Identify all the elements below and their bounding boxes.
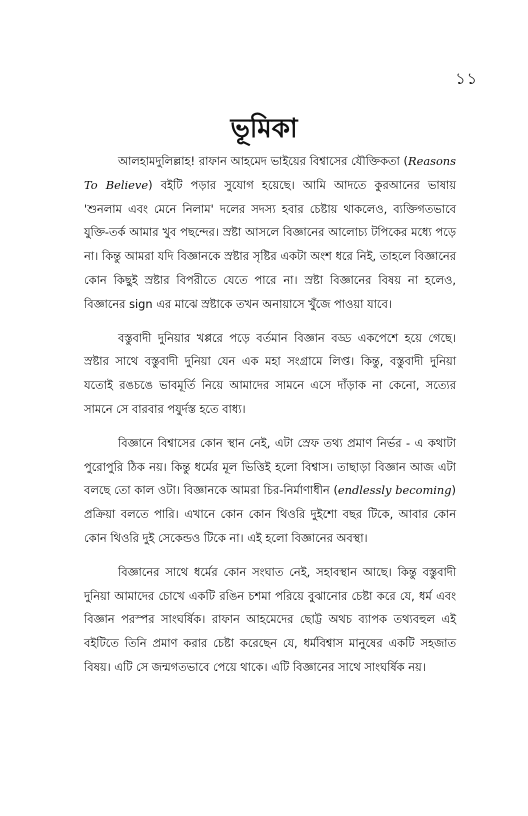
paragraph-3 bbox=[84, 432, 456, 551]
page-number: ১১ bbox=[455, 69, 478, 88]
paragraph-1-text-a: আলহামদুলিল্লাহ! রাফান আহমেদ ভাইয়ের বিশ্বাসের যৌক্তিকতা ( bbox=[118, 154, 408, 168]
paragraph-1-english-term: Reasons To Believe bbox=[84, 154, 456, 192]
paragraph-2 bbox=[84, 327, 456, 422]
paragraph-3-text-c: ) প্রক্রিয়া বলতে পারি। এখানে কোন কোন থিওরি দুইশো বছর টিকে, আবার কোন কোন থিওরি দুই সেকেন্ডও টিকে না। এই হলো বিজ্ঞানের অবস্থা। bbox=[84, 483, 456, 545]
body-text bbox=[84, 150, 456, 690]
paragraph-4 bbox=[84, 561, 456, 680]
page-title: ভূমিকা bbox=[230, 114, 298, 144]
paragraph-3-english-term: endlessly becoming bbox=[337, 483, 452, 498]
paragraph-2-text: বস্তুবাদী দুনিয়ার খপ্পরে পড়ে বর্তমান বিজ্ঞান বড্ড একপেশে হয়ে গেছে। স্রষ্টার সাথে বস্তুবাদী দুনিয়া যেন এক মহা সংগ্রামে লিপ্ত। কিন্তু, বস্তুবাদী দুনিয়া যতোই রঙচঙে ভাবমূর্তি নিয়ে আমাদের সামনে এসে দাঁড়াক না কেনো, সত্যের সামনে সে বারবার পযুর্দস্ত হতে বাধ্য। bbox=[84, 330, 456, 416]
paragraph-3-text-a: বিজ্ঞানে বিশ্বাসের কোন স্থান নেই, এটা স্রেফ তথ্য প্রমাণ নির্ভর - এ কথাটা পুরোপুরি ঠিক নয়। কিন্তু ধর্মের মূল ভিত্তিই হলো বিশ্বাস। তাছাড়া বিজ্ঞান আজ এটা বলছে তো কাল ওটা। বিজ্ঞানকে আমরা চির-নির্মাণাধীন ( bbox=[84, 435, 456, 498]
paragraph-4-text: বিজ্ঞানের সাথে ধর্মের কোন সংঘাত নেই, সহাবস্থান আছে। কিন্তু বস্তুবাদী দুনিয়া আমাদের চোখে একটি রঙিন চশমা পরিয়ে বুঝানোর চেষ্টা করে যে, ধর্ম এবং বিজ্ঞান পরস্পর সাংঘর্ষিক। রাফান আহমেদের ছোট্ট অথচ ব্যাপক তথ্যবহুল এই বইটিতে তিনি প্রমাণ করার চেষ্টা করেছেন যে, ধর্মবিশ্বাস মানুষের একটি সহজাত বিষয়। এটি সে জন্মগতভাবে পেয়ে থাকে। এটি বিজ্ঞানের সাথে সাংঘর্ষিক নয়। bbox=[84, 564, 456, 674]
paragraph-1-text-c: ) বইটি পড়ার সুযোগ হয়েছে। আমি আদতে কুরআনের ভাষায় 'শুনলাম এবং মেনে নিলাম' দলের সদস্য হবার চেষ্টায় থাকলেও, ব্যক্তিগতভাবে যুক্তি-তর্ক আমার খুব পছন্দের। স্রষ্টা আসলে বিজ্ঞানের আলোচ্য টপিকের মধ্যে পড়ে না। কিন্তু আমরা যদি বিজ্ঞানকে স্রষ্টার সৃষ্টির একটা অংশ ধরে নিই, তাহলে বিজ্ঞানের কোন কিছুই স্রষ্টার বিপরীতে যেতে পারে না। স্রষ্টা বিজ্ঞানের বিষয় না হলেও, বিজ্ঞানের sign এর মাঝে স্রষ্টাকে তখন অনায়াসে খুঁজে পাওয়া যাবে। bbox=[84, 177, 456, 311]
paragraph-1 bbox=[84, 150, 456, 317]
